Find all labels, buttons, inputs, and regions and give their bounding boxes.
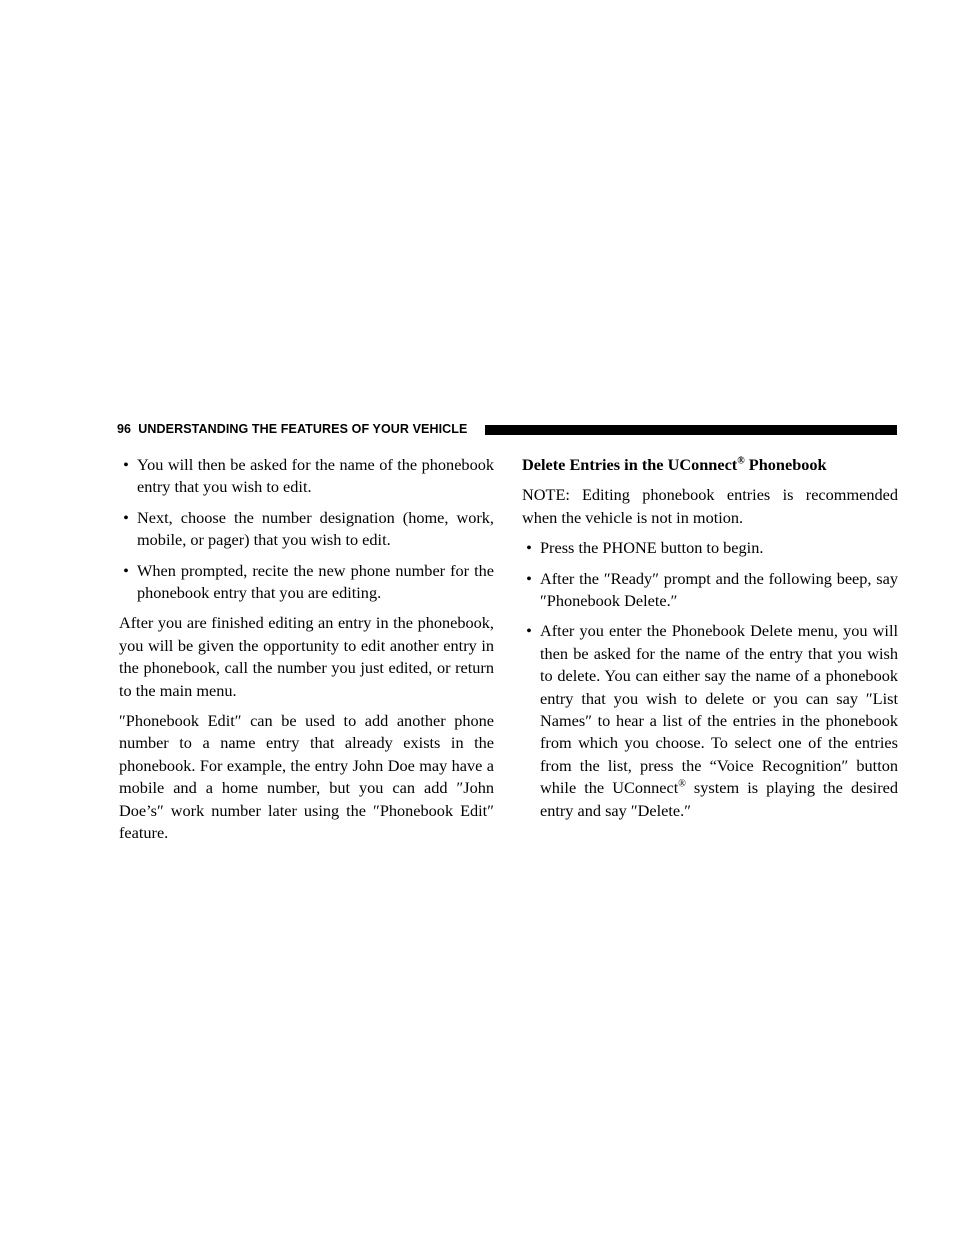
- paragraph: After you are finished editing an entry in the phonebook, you will be given the opportunity to edit another entry in the phonebook, call the number you just edited, or return to the main menu.: [119, 613, 494, 700]
- heading-text-end: Phonebook: [744, 455, 827, 474]
- bullet-icon: •: [123, 455, 129, 474]
- page-number: 96: [117, 422, 132, 436]
- heading-text: Delete Entries in the UConnect: [522, 455, 738, 474]
- header-label: [117, 422, 467, 436]
- section-title: UNDERSTANDING THE FEATURES OF YOUR VEHICLE: [138, 422, 468, 436]
- bullet-icon: •: [526, 538, 532, 558]
- registered-mark: ®: [737, 455, 745, 467]
- left-column: [119, 454, 494, 853]
- list-item-text: Press the PHONE button to begin.: [540, 538, 764, 558]
- right-bullet-list: [522, 537, 898, 822]
- list-item-text: When prompted, recite the new phone number for the phonebook entry that you are editing.: [137, 560, 494, 603]
- list-item: [522, 537, 898, 559]
- right-column: [522, 454, 898, 830]
- note-paragraph: [522, 484, 898, 529]
- bullet-icon: •: [123, 560, 129, 580]
- paragraph: ″Phonebook Edit″ can be used to add another phone number to a name entry that already exists in the phonebook. For example, the entry John Doe may have a mobile and a home number, but you can add ″John Doe’s″ work number later using the ″Phonebook Edit″ feature.: [119, 711, 494, 843]
- list-item-text: Next, choose the number designation (home, work, mobile, or pager) that you wish to edit.: [137, 507, 494, 550]
- header-rule: [485, 425, 897, 435]
- list-item: [522, 568, 898, 613]
- list-item: [119, 507, 494, 552]
- list-item: [119, 560, 494, 605]
- note-label: NOTE:: [522, 485, 570, 505]
- list-item-text: [540, 621, 898, 819]
- left-bullet-list: [119, 454, 494, 604]
- section-heading: [522, 454, 898, 476]
- bullet-icon: •: [123, 507, 129, 527]
- note-text: Editing phonebook entries is recommended when the vehicle is not in motion.: [522, 485, 898, 527]
- bullet-icon: •: [526, 621, 532, 641]
- list-item: [119, 454, 494, 499]
- list-item-text: You will then be asked for the name of the phonebook entry that you wish to edit.: [137, 455, 494, 497]
- list-item: [522, 620, 898, 822]
- list-item-text-part: After you enter the Phonebook Delete menu, you will then be asked for the name of the entry that you wish to delete. You can either say the name of a phonebook entry that you wish to delete or you can say ″List Names″ to hear a list of the entries in the phonebook from which you choose. To select one of the entries from the list, press the “Voice Recognition″ button while the UConnect: [540, 621, 898, 798]
- list-item-text-part: system is playing the desired entry and say ″Delete.″: [540, 778, 898, 820]
- bullet-icon: •: [526, 568, 532, 588]
- registered-mark: ®: [678, 778, 686, 790]
- list-item-text: After the ″Ready″ prompt and the following beep, say ″Phonebook Delete.″: [540, 568, 898, 611]
- page-header: [117, 419, 897, 441]
